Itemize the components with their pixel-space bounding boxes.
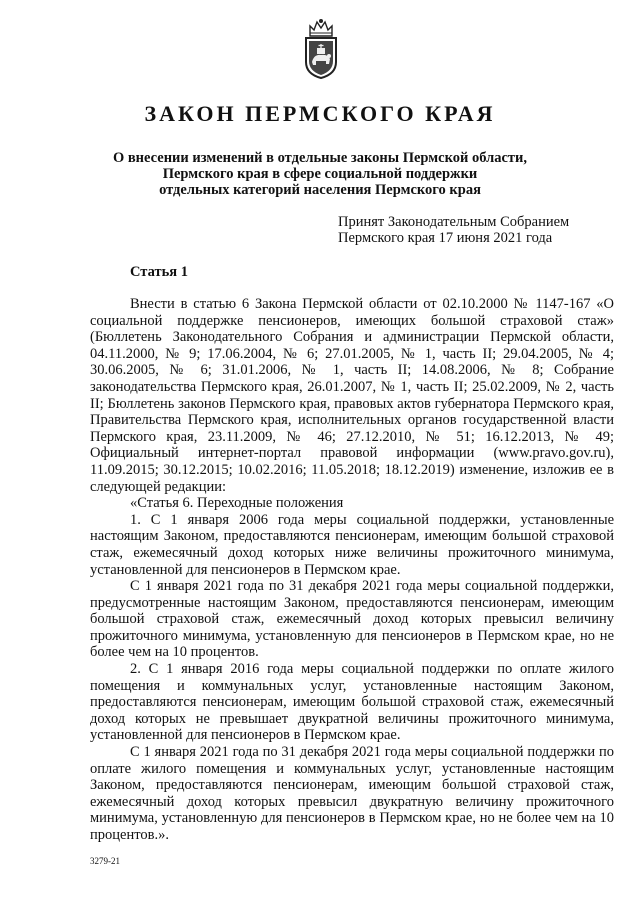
paragraph-amendment: Внести в статью 6 Закона Пермской области от 02.10.2000 № 1147-167 «О социальной поддержке пенсионеров, имеющих большой страховой стаж» (Бюллетень Законодательного Собрания и администрации Пермской области, 04.11.2000, № 9; 17.06.2004, № 6; 27.01.2005, № 1, часть II; 29.04.2005, № 4; 30.06.2005, № 6; 31.01.2006, № 1, часть II; 14.08.2006, № 8; Собрание законодательства Пермского края, 26.01.2007, № 1, часть II; 25.02.2009, № 2, часть II; Бюллетень законов Пермского края, правовых актов губернатора Пермского края, Правительства Пермского края, исполнительных органов государственной власти Пермского края, 23.11.2009, № 46; 27.12.2010, № 51; 16.12.2013, № 49; Официальный интернет-портал правовой информации (www.pravo.gov.ru), 11.09.2015; 30.12.2015; 10.02.2016; 11.05.2018; 18.12.2019) изменение, изложив ее в следующей редакции: (90, 296, 614, 495)
document-code: 3279-21 (90, 856, 120, 866)
article-heading: Статья 1 (130, 264, 188, 280)
law-subtitle (0, 150, 640, 198)
subtitle-line: О внесении изменений в отдельные законы Пермской области, (112, 150, 528, 166)
subtitle-line: отдельных категорий населения Пермского края (159, 182, 481, 198)
paragraph-item-2-2021: С 1 января 2021 года по 31 декабря 2021 года меры социальной поддержки по оплате жилого помещения и коммунальных услуг, установленные настоящим Законом, предоставляются пенсионерам, имеющим большой страховой стаж, ежемесячный доход которых превысил двукратную величину прожиточного минимума, установленную для пенсионеров в Пермском крае, но не более чем на 10 процентов.». (90, 744, 614, 843)
article-body (90, 296, 614, 844)
paragraph-item-1-2021: С 1 января 2021 года по 31 декабря 2021 года меры социальной поддержки, предусмотренные настоящим Законом, предоставляются пенсионерам, имеющим большой страховой стаж, ежемесячный доход которых превысил величину прожиточного минимума, установленную для пенсионеров в Пермском крае, но не более чем на 10 процентов. (90, 578, 614, 661)
paragraph-item-2: 2. С 1 января 2016 года меры социальной поддержки по оплате жилого помещения и коммунальных услуг, установленные настоящим Законом, предоставляются пенсионерам, имеющим большой страховой стаж, ежемесячный доход которых не превышает двукратной величины прожиточного минимума, установленной для пенсионеров в Пермском крае. (90, 661, 614, 744)
law-title: ЗАКОН ПЕРМСКОГО КРАЯ (144, 101, 496, 126)
paragraph-new-article-title: «Статья 6. Переходные положения (130, 495, 344, 512)
adoption-note (338, 214, 569, 246)
adoption-line: Пермского края 17 июня 2021 года (338, 230, 553, 246)
adoption-line: Принят Законодательным Собранием (338, 214, 570, 230)
perm-coat-of-arms-icon (302, 18, 340, 80)
subtitle-line: Пермского края в сфере социальной поддержки (162, 166, 478, 182)
paragraph-item-1: 1. С 1 января 2006 года меры социальной поддержки, установленные настоящим Законом, предоставляются пенсионерам, имеющим большой страховой стаж, ежемесячный доход которых ниже величины прожиточного минимума, установленной для пенсионеров в Пермском крае. (90, 511, 614, 578)
